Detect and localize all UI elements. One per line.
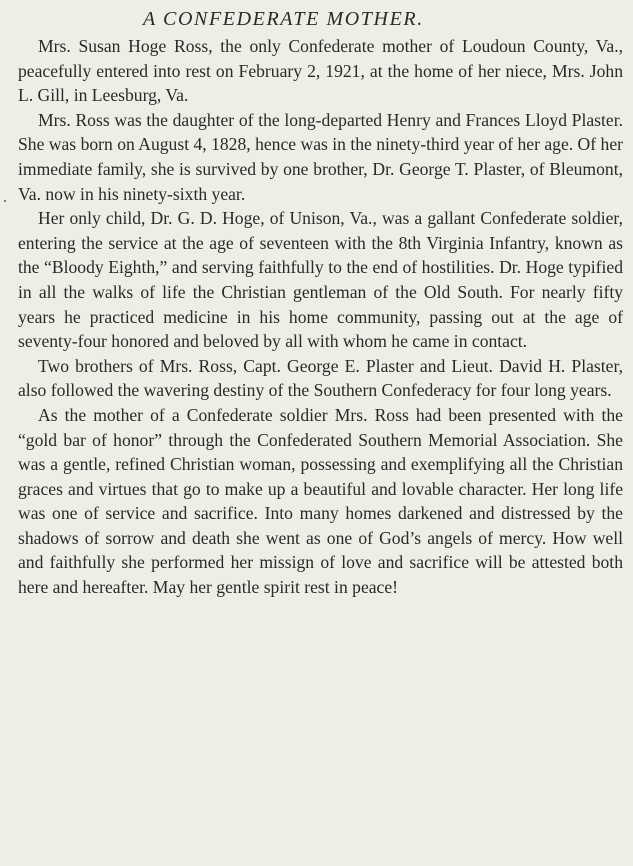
margin-speck — [4, 200, 6, 202]
paragraph-death-notice: Mrs. Susan Hoge Ross, the only Confederate mother of Loudoun County, Va., peacefully entered into rest on February 2, 1921, at the home of her niece, Mrs. John L. Gill, in Leesburg, Va. — [18, 36, 623, 106]
article-title: A CONFEDERATE MOTHER. — [143, 8, 424, 30]
paragraph-family: Mrs. Ross was the daughter of the long-departed Henry and Frances Lloyd Plaster. She was born on August 4, 1828, hence was in the ninety-third year of her age. Of her immediate family, she is survived by one brother, Dr. George T. Plaster, of Bleumont, Va. now in his ninety-sixth year. — [18, 109, 623, 204]
paragraph-brothers: Two brothers of Mrs. Ross, Capt. George E. Plaster and Lieut. David H. Plaster, also followed the wavering destiny of the Southern Confederacy for four long years. — [18, 355, 623, 401]
paragraph-son: Her only child, Dr. G. D. Hoge, of Unison, Va., was a gallant Confederate soldier, entering the service at the age of seventeen with the 8th Virginia Infantry, known as the “Bloody Eighth,” and serving faithfully to the end of hostilities. Dr. Hoge typified in all the walks of life the Christian gentleman of the Old South. For nearly fifty years he practiced medicine in his home community, passing out at the age of seventy-four honored and beloved by all with whom he came in contact. — [18, 208, 623, 352]
article-body — [18, 34, 623, 600]
paragraph-tribute: As the mother of a Confederate soldier Mrs. Ross had been presented with the “gold bar of honor” through the Confederated Southern Memorial Association. She was a gentle, refined Christian woman, possessing and exemplifying all the Christian graces and virtues that go to make up a beautiful and lovable character. Her long life was one of service and sacrifice. Into many homes darkened and distressed by the shadows of sorrow and death she went as one of God’s angels of mercy. How well and faithfully she performed her missign of love and sacrifice will be attested both here and hereafter. May her gentle spirit rest in peace! — [18, 404, 623, 598]
